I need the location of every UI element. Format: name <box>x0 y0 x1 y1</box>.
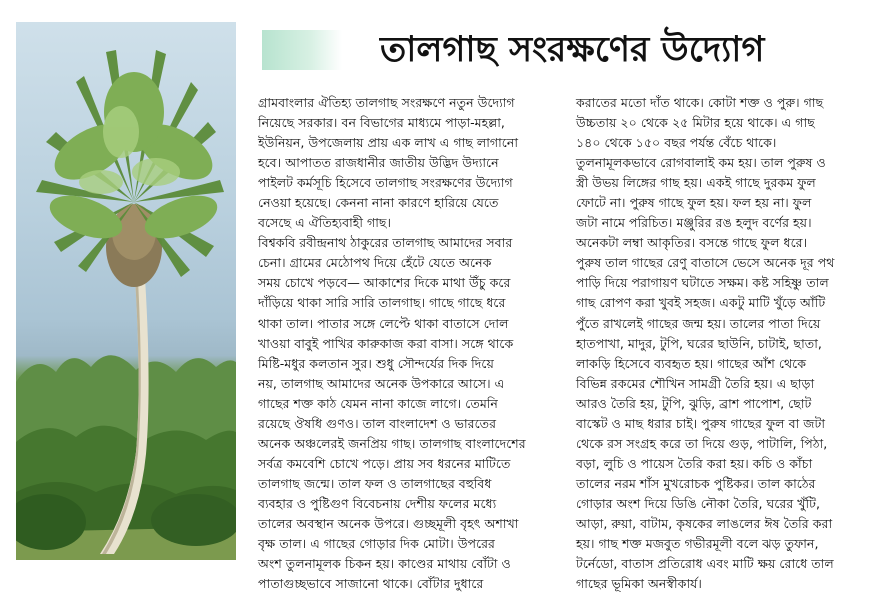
headline-accent-bar <box>262 30 342 70</box>
article-column-2 <box>576 93 876 594</box>
column-2-text: করাতের মতো দাঁত থাকে। কোটা শক্ত ও পুরু। গাছ উচ্চতায় ২০ থেকে ২৫ মিটার হয়ে থাকে। এ গাছ ১৪০ থেকে ১৫০ বছর পর্যন্ত বেঁচে থাকে। তুলনামূলকভাবে রোগবালাই কম হয়। তাল পুরুষ ও স্ত্রী উভয় লিঙ্গের গাছ হয়। একই গাছে দুরকম ফুল ফোটে না। পুরুষ গাছে ফুল হয়। ফল হয় না। ফুল জটা নামে পরিচিত। মঞ্জুরির রঙ হলুদ বর্ণের হয়। অনেকটা লম্বা আকৃতির। বসন্তে গাছে ফুল ধরে। পুরুষ তাল গাছের রেণু বাতাসে ভেসে অনেক দূর পথ পাড়ি দিয়ে পরাগায়ণ ঘটাতে সক্ষম। কষ্ট সহিষ্ণু তাল গাছ রোপণ করা খুবই সহজ। একটু মাটি খুঁড়ে আঁটি পুঁতে রাখলেই গাছের জন্ম হয়। তালের পাতা দিয়ে হাতপাখা, মাদুর, টুপি, ঘরের ছাউনি, চাটাই, ছাতা, লাকড়ি হিসেবে ব্যবহৃত হয়। গাছের আঁশ থেকে বিভিন্ন রকমের শৌখিন সামগ্রী তৈরি হয়। এ ছাড়া আরও তৈরি হয়, টুপি, ঝুড়ি, ব্রাশ পাপোশ, ছোট বাস্কেট ও মাছ ধরার চাই। পুরুষ গাছের ফুল বা জটা থেকে রস সংগ্রহ করে তা দিয়ে গুড়, পাটালি, পিঠা, বড়া, লুচি ও পায়েস তৈরি করা হয়। কচি ও কাঁচা তালের নরম শাঁস মুখরোচক পুষ্টিকর। তাল কাঠের গোড়ার অংশ দিয়ে ডিঙি নৌকা তৈরি, ঘরের খুঁটি, আড়া, রুয়া, বাটাম, কৃষকের লাঙলের ঈষ তৈরি করা হয়। গাছ শক্ত মজবুত গভীরমূলী বলে ঝড় তুফান, টর্নেডো, বাতাস প্রতিরোধ এবং মাটি ক্ষয় রোধে তাল গাছের ভূমিকা অনস্বীকার্য। <box>576 95 835 592</box>
article-headline: তালগাছ সংরক্ষণের উদ্যোগ <box>380 29 765 70</box>
column-1-text: গ্রামবাংলার ঐতিহ্য তালগাছ সংরক্ষণে নতুন উদ্যোগ নিয়েছে সরকার। বন বিভাগের মাধ্যমে পাড়া-মহল্লা, ইউনিয়ন, উপজেলায় প্রায় এক লাখ এ গাছ লাগানো হবে। আপাতত রাজধানীর জাতীয় উদ্ভিদ উদ্যানে পাইলট কর্মসূচি হিসেবে তালগাছ সংরক্ষণের উদ্যোগ নেওয়া হয়েছে। কেননা নানা কারণে হারিয়ে যেতে বসেছে এ ঐতিহ্যবাহী গাছ। বিশ্বকবি রবীন্দ্রনাথ ঠাকুরের তালগাছ আমাদের সবার চেনা। গ্রামের মেঠোপথ দিয়ে হেঁটে যেতে অনেক সময় চোখে পড়বে— আকাশের দিকে মাথা উঁচু করে দাঁড়িয়ে থাকা সারি সারি তালগাছ। গাছে গাছে ধরে থাকা তাল। পাতার সঙ্গে লেপ্টে থাকা বাতাসে দোল খাওয়া বাবুই পাখির কারুকাজ করা বাসা। সঙ্গে থাকে মিষ্টি-মধুর কলতান সুর। শুধু সৌন্দর্যের দিক দিয়ে নয়, তালগাছ আমাদের অনেক উপকারে আসে। এ গাছের শক্ত কাঠ যেমন নানা কাজে লাগে। তেমনি রয়েছে ঔষধি গুণও। তাল বাংলাদেশ ও ভারতের অনেক অঞ্চলেরই জনপ্রিয় গাছ। তালগাছ বাংলাদেশের সর্বত্র কমবেশি চোখে পড়ে। প্রায় সব ধরনের মাটিতে তালগাছ জন্মে। তাল ফল ও তালগাছের বহুবিধ ব্যবহার ও পুষ্টিগুণ বিবেচনায় দেশীয় ফলের মধ্যে তালের অবস্থান অনেক উপরে। গুচ্ছমূলী বৃহৎ অশাখা বৃক্ষ তাল। এ গাছের গোড়ার দিক মোটা। উপরের অংশ তুলনামূলক চিকন হয়। কাণ্ডের মাথায় বোঁটা ও পাতাগুচ্ছভাবে সাজানো থাকে। বোঁটার দুধারে <box>258 95 526 592</box>
palm-tree-illustration <box>16 22 236 560</box>
article-column-1 <box>258 93 562 594</box>
palm-tree-photo <box>16 22 236 560</box>
